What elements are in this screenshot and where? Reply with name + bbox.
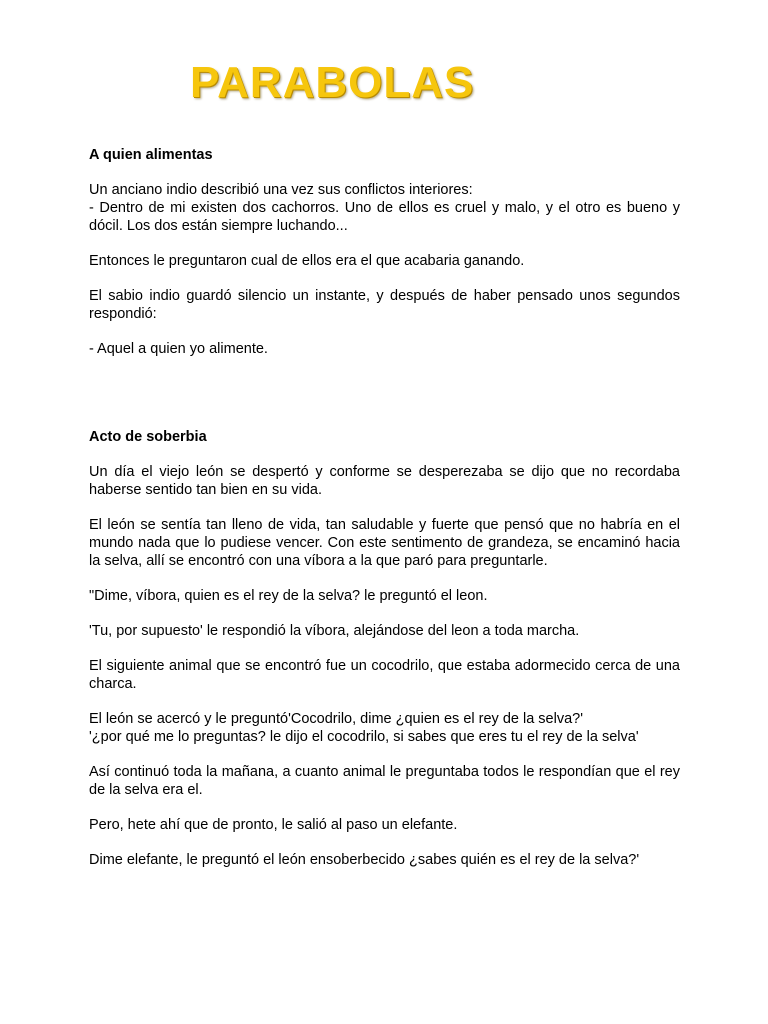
paragraph: Un día el viejo león se despertó y conforme se desperezaba se dijo que no recordaba haberse sentido tan bien en su vida.	[89, 464, 680, 498]
parable-acto-de-soberbia	[89, 428, 680, 869]
section-heading: Acto de soberbia	[89, 429, 207, 445]
paragraph: "Dime, víbora, quien es el rey de la selva? le preguntó el leon.	[89, 588, 488, 604]
paragraph-line: - Dentro de mi existen dos cachorros. Uno de ellos es cruel y malo, y el otro es bueno y dócil. Los dos están siempre luchando...	[89, 200, 680, 234]
paragraph	[89, 710, 680, 746]
paragraph: - Aquel a quien yo alimente.	[89, 341, 268, 357]
paragraph-line: Un anciano indio describió una vez sus conflictos interiores:	[89, 182, 473, 198]
parable-a-quien-alimentas	[89, 146, 680, 358]
paragraph	[89, 181, 680, 235]
paragraph: El sabio indio guardó silencio un instante, y después de haber pensado unos segundos respondió:	[89, 288, 680, 322]
paragraph: Así continuó toda la mañana, a cuanto animal le preguntaba todos le respondían que el rey de la selva era el.	[89, 764, 680, 798]
paragraph-line: El león se acercó y le preguntó'Cocodrilo, dime ¿quien es el rey de la selva?'	[89, 711, 583, 727]
paragraph: El león se sentía tan lleno de vida, tan saludable y fuerte que pensó que no habría en el mundo nada que lo pudiese vencer. Con este sentimento de grandeza, se encaminó hacia la selva, allí se encontró con una víbora a la que paró para preguntarle.	[89, 517, 680, 569]
section-heading: A quien alimentas	[89, 147, 213, 163]
document-title: PARABOLAS	[190, 58, 475, 107]
paragraph: 'Tu, por supuesto' le respondió la víbora, alejándose del leon a toda marcha.	[89, 623, 580, 639]
paragraph: Dime elefante, le preguntó el león ensoberbecido ¿sabes quién es el rey de la selva?'	[89, 852, 640, 868]
paragraph: El siguiente animal que se encontró fue un cocodrilo, que estaba adormecido cerca de una charca.	[89, 658, 680, 692]
paragraph: Pero, hete ahí que de pronto, le salió al paso un elefante.	[89, 817, 458, 833]
paragraph-line: '¿por qué me lo preguntas? le dijo el cocodrilo, si sabes que eres tu el rey de la selva'	[89, 729, 639, 745]
document-body	[89, 146, 680, 886]
paragraph: Entonces le preguntaron cual de ellos era el que acabaria ganando.	[89, 253, 525, 269]
